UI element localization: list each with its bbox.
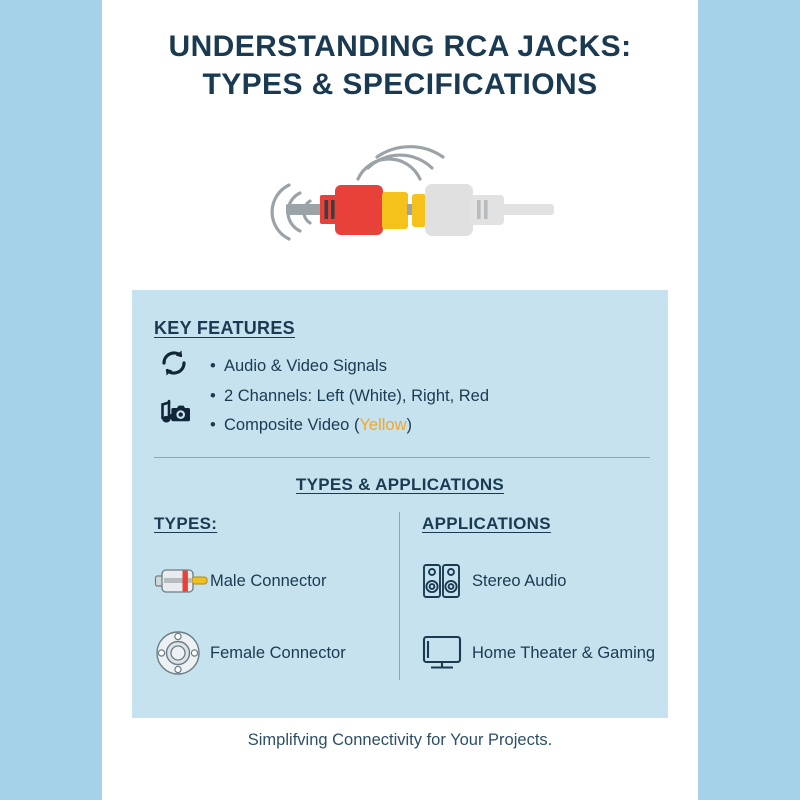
key-features-list — [210, 352, 489, 441]
applications-item-stereo[interactable] — [422, 558, 662, 604]
sync-arrows-icon — [158, 348, 198, 383]
red-plug-stripe-2 — [331, 200, 335, 219]
key-feature-item-1 — [210, 352, 489, 382]
key-feature-item-3 — [210, 411, 489, 441]
types-item-male[interactable] — [154, 558, 389, 604]
applications-item-home-theater-label: Home Theater & Gaming — [472, 643, 656, 662]
details-panel — [132, 290, 668, 718]
applications-heading: APPLICATIONS — [422, 514, 551, 533]
applications-column — [422, 514, 662, 702]
key-feature-text-3-suffix: ) — [406, 416, 413, 434]
key-feature-text-3-prefix: Composite Video ( — [224, 416, 360, 434]
music-camera-icon — [158, 399, 198, 432]
yellow-band-left — [382, 192, 408, 229]
types-item-male-label: Male Connector — [210, 571, 327, 590]
female-rca-connector-icon — [154, 629, 210, 677]
television-monitor-icon — [422, 634, 472, 672]
key-features-icon-column — [158, 348, 198, 448]
rca-connector-illustration — [255, 138, 555, 263]
column-divider — [399, 512, 400, 680]
types-item-female-label: Female Connector — [210, 643, 346, 662]
footer-tagline: Simplifving Connectivity for Your Projects. — [247, 731, 553, 749]
bullet-glyph-1: • — [210, 357, 216, 375]
white-plug-stripe-1 — [477, 200, 481, 219]
key-features-heading: KEY FEATURES — [154, 318, 295, 338]
types-applications-heading-text: TYPES & APPLICATIONS — [295, 475, 505, 494]
section-divider — [154, 457, 650, 458]
key-feature-text-2: 2 Channels: Left (White), Right, Red — [224, 386, 490, 405]
stereo-speakers-icon — [422, 563, 472, 599]
bullet-glyph-2: • — [210, 386, 216, 405]
applications-item-home-theater[interactable] — [422, 630, 662, 676]
types-item-female[interactable] — [154, 630, 389, 676]
male-rca-connector-icon — [154, 566, 210, 596]
yellow-band-right — [412, 194, 426, 227]
content-card — [102, 0, 698, 800]
types-column — [154, 514, 389, 702]
rca-connector-svg — [255, 138, 555, 263]
red-plug-stripe-1 — [325, 200, 329, 219]
right-cable — [500, 204, 554, 215]
white-plug-stripe-2 — [484, 200, 488, 219]
page-title — [102, 28, 698, 104]
key-feature-text-1: Audio & Video Signals — [224, 357, 387, 375]
bullet-glyph-3: • — [210, 416, 216, 434]
white-plug-body — [425, 184, 473, 236]
red-plug-body — [335, 185, 383, 235]
title-line-1: UNDERSTANDING RCA JACKS: — [168, 30, 632, 63]
signal-wave-arcs-top — [358, 147, 443, 179]
types-heading: TYPES: — [154, 514, 218, 533]
key-feature-highlight-yellow: Yellow — [359, 416, 407, 434]
key-feature-item-2 — [210, 382, 489, 412]
applications-item-stereo-label: Stereo Audio — [472, 571, 567, 590]
types-applications-heading — [132, 475, 668, 495]
title-line-2: TYPES & SPECIFICATIONS — [202, 68, 598, 101]
